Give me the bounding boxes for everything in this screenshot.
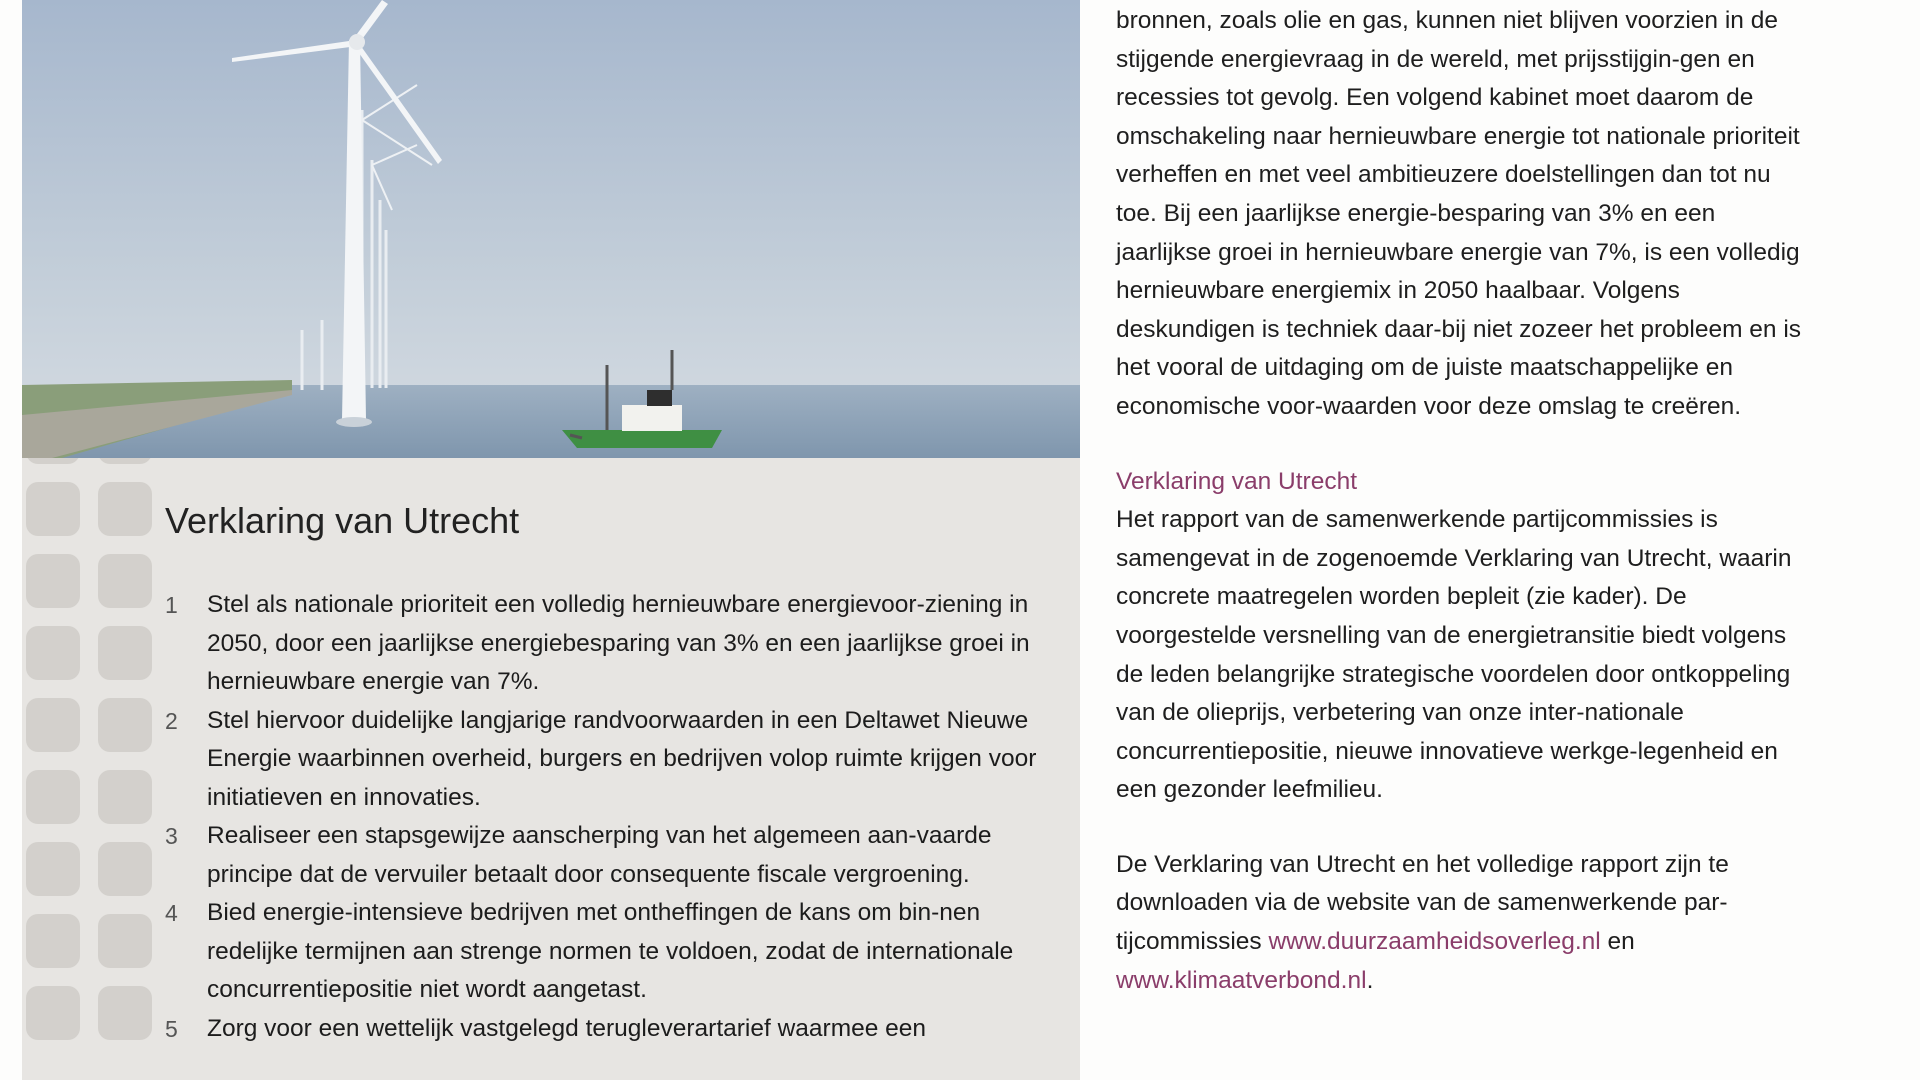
wind-turbine-photo [22,0,1080,458]
decorative-square [98,770,152,824]
decorative-square [98,482,152,536]
list-item [165,817,1045,894]
decorative-square [98,842,152,896]
article-column [1116,2,1816,1000]
item-text: Stel als nationale prioriteit een volledig hernieuwbare energievoor-ziening in 2050, door een jaarlijkse energiebesparing van 3% en een jaarlijkse groei in hernieuwbare energie van 7%. [207,591,1030,695]
list-item [165,894,1045,1010]
item-text: Zorg voor een wettelijk vastgelegd terugleverartarief waarmee een [207,1014,927,1042]
declaration-list [165,586,1045,1048]
item-number: 2 [165,707,178,734]
list-item [165,1010,1045,1049]
decorative-square [26,698,80,752]
decorative-square [26,770,80,824]
decorative-square [26,914,80,968]
decorative-square [26,842,80,896]
item-text: Realiseer een stapsgewijze aanscherping van het algemeen aan-vaarde principe dat de vervuiler betaalt door consequente fiscale vergroening. [207,822,992,888]
list-item [165,702,1045,818]
item-number: 4 [165,900,178,926]
period-text: . [1366,966,1374,994]
box-title: Verklaring van Utrecht [165,500,520,541]
list-item [165,586,1045,702]
duurzaamheidsoverleg-link[interactable]: www.duurzaamheidsoverleg.nl [1268,928,1601,956]
item-number: 3 [165,823,178,849]
item-number: 5 [165,1015,178,1042]
download-paragraph [1116,846,1816,1000]
klimaatverbond-link[interactable]: www.klimaatverbond.nl [1116,966,1367,994]
and-text: en [1600,928,1635,956]
decorative-square [98,914,152,968]
download-text: De Verklaring van Utrecht en het volledige rapport zijn te downloaden via de website van de samenwerkende par-tijcommissies [1116,850,1729,956]
decorative-square [98,698,152,752]
decorative-square [98,986,152,1040]
sidebar-box [22,0,1080,1080]
item-text: Bied energie-intensieve bedrijven met ontheffingen de kans om bin-nen redelijke termijnen aan strenge normen te voldoen, zodat de internationale concurrentiepositie niet wordt aangetast. [207,899,1014,1003]
intro-paragraph: bronnen, zoals olie en gas, kunnen niet blijven voorzien in de stijgende energievraag in de wereld, met prijsstijgin-gen en recessies tot gevolg. Een volgend kabinet moet daarom de omschakeling naar hernieuwbare energie tot nationale prioriteit verheffen en met veel ambitieuzere doelstellingen dan tot nu toe. Bij een jaarlijkse energie-besparing van 3% en een jaarlijkse groei in hernieuwbare energie van 7%, is een volledig hernieuwbare energiemix in 2050 haalbaar. Volgens deskundigen is techniek daar-bij niet zozeer het probleem en is het vooral de uitdaging om de juiste maatschappelijke en economische voor-waarden voor deze omslag te creëren. [1116,7,1802,420]
decorative-square [26,986,80,1040]
decorative-square [26,482,80,536]
item-text: Stel hiervoor duidelijke langjarige randvoorwaarden in een Deltawet Nieuwe Energie waarbinnen overheid, burgers en bedrijven volop ruimte krijgen voor initiatieven en innovaties. [207,706,1037,811]
report-paragraph: Het rapport van de samenwerkende partijcommissies is samengevat in de zogenoemde Verklaring van Utrecht, waarin concrete maatregelen worden bepleit (zie kader). De voorgestelde versnelling van de energietransitie biedt volgens de leden belangrijke strategische voordelen door ontkoppeling van de olieprijs, verbetering van onze inter-nationale concurrentiepositie, nieuwe innovatieve werkge-legenheid en een gezonder leefmilieu. [1116,506,1792,804]
decorative-square [26,554,80,608]
item-number: 1 [165,592,178,618]
decorative-square [26,626,80,680]
section-heading: Verklaring van Utrecht [1116,467,1358,495]
wind-turbine-sea-image [22,0,1080,458]
decorative-square [98,554,152,608]
decorative-square [98,626,152,680]
